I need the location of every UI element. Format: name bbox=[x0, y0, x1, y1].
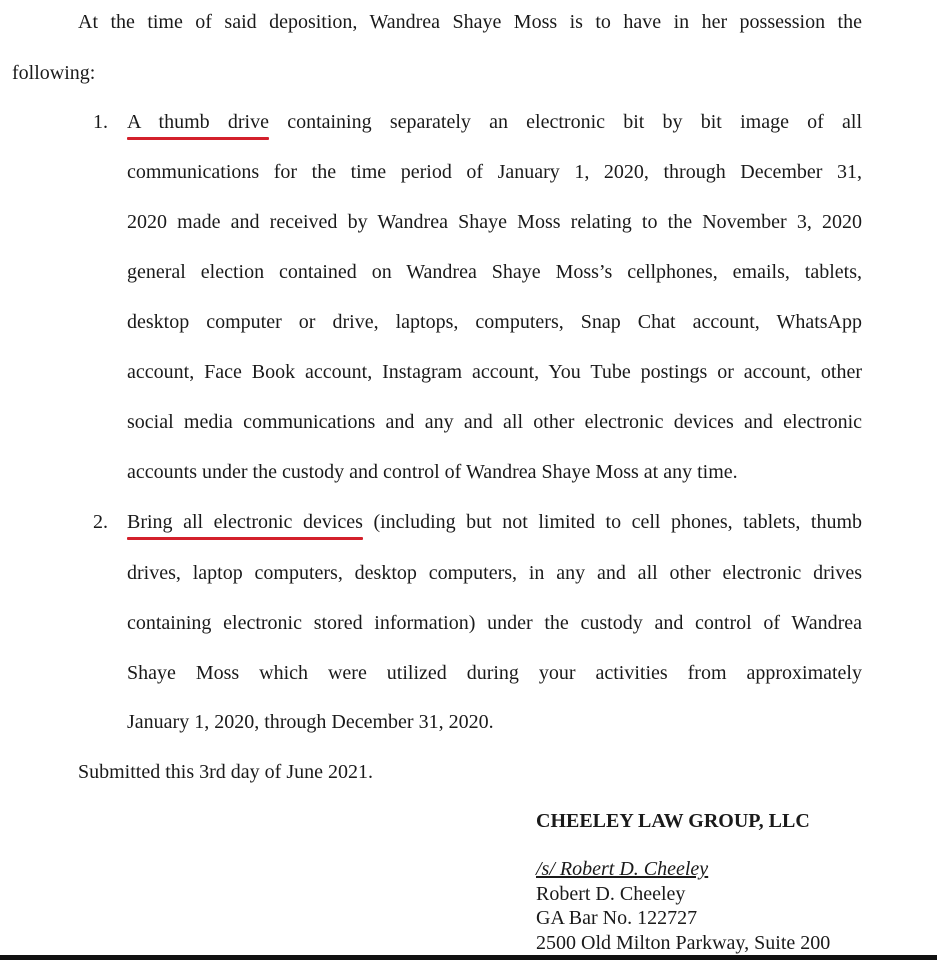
item-text: containing separately an electronic bit by bit image of all bbox=[287, 111, 863, 133]
list-item-line: 2020 made and received by Wandrea Shaye Moss relating to the November 3, 2020 bbox=[127, 211, 862, 233]
list-item-line: January 1, 2020, through December 31, 2020. bbox=[127, 711, 494, 733]
submitted-date: Submitted this 3rd day of June 2021. bbox=[78, 761, 373, 783]
intro-line: At the time of said deposition, Wandrea Shaye Moss is to have in her possession the bbox=[78, 11, 862, 33]
item-text: (including but not limited to cell phones, tablets, thumb bbox=[373, 511, 863, 533]
list-item-line: general election contained on Wandrea Shaye Moss’s cellphones, emails, tablets, bbox=[127, 261, 862, 283]
list-item-line: communications for the time period of January 1, 2020, through December 31, bbox=[127, 161, 862, 183]
firm-name: CHEELEY LAW GROUP, LLC bbox=[536, 810, 810, 832]
address: 2500 Old Milton Parkway, Suite 200 bbox=[536, 932, 831, 954]
list-item-line: containing electronic stored information) under the custody and control of Wandrea bbox=[127, 612, 862, 634]
list-item-line bbox=[127, 510, 862, 534]
item-number: 2. bbox=[93, 511, 108, 533]
list-item-line: account, Face Book account, Instagram account, You Tube postings or account, other bbox=[127, 361, 862, 383]
list-item-line: accounts under the custody and control of Wandrea Shaye Moss at any time. bbox=[127, 461, 738, 483]
attorney-name: Robert D. Cheeley bbox=[536, 883, 686, 905]
list-item-line: Shaye Moss which were utilized during your activities from approximately bbox=[127, 662, 862, 684]
electronic-signature: /s/ Robert D. Cheeley bbox=[536, 858, 709, 880]
bottom-border bbox=[0, 955, 937, 960]
highlighted-phrase: Bring all electronic devices bbox=[127, 511, 363, 533]
bar-number: GA Bar No. 122727 bbox=[536, 907, 698, 929]
list-item-line: drives, laptop computers, desktop computers, in any and all other electronic drives bbox=[127, 562, 862, 584]
list-item-line: social media communications and any and all other electronic devices and electronic bbox=[127, 411, 862, 433]
highlighted-phrase: A thumb drive bbox=[127, 111, 269, 133]
list-item-line: desktop computer or drive, laptops, computers, Snap Chat account, WhatsApp bbox=[127, 311, 862, 333]
intro-line: following: bbox=[12, 62, 96, 84]
item-number: 1. bbox=[93, 111, 108, 133]
list-item-line bbox=[127, 110, 862, 134]
